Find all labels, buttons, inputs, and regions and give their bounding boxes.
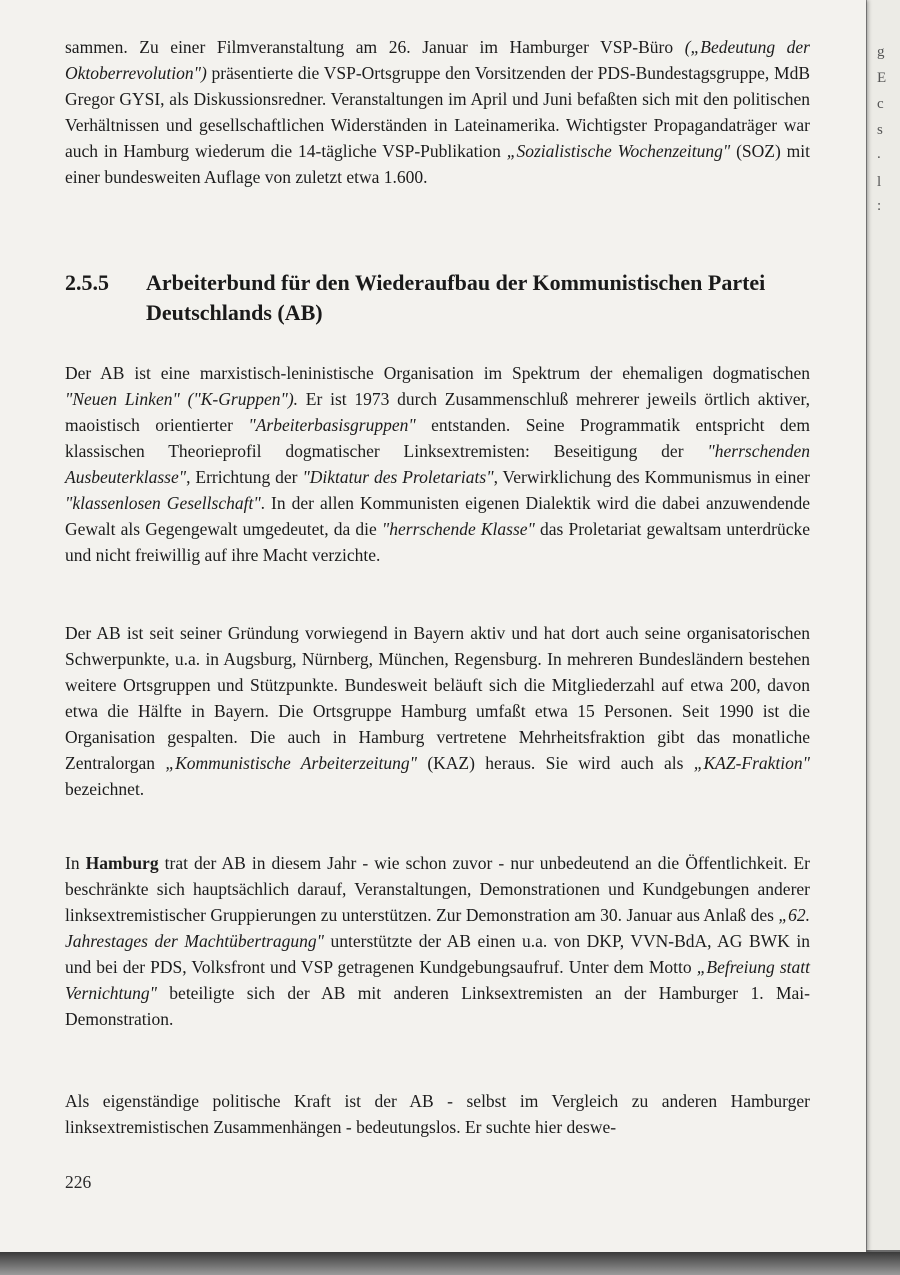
text-run: In — [65, 853, 86, 873]
italic-run: „Befreiung statt Vernichtung" — [65, 957, 810, 1003]
italic-run: „62. Jahrestages der Machtübertragung" — [65, 905, 810, 951]
italic-run: „Kommunistische Arbeiterzeitung" — [165, 753, 418, 773]
text-run: bezeichnet. — [65, 779, 145, 799]
italic-run: "klassenlosen Gesellschaft" — [65, 493, 261, 513]
paragraph-ab-structure — [65, 620, 810, 802]
section-number: 2.5.5 — [65, 270, 109, 295]
text-run: Er ist 1973 durch Zusammenschluß mehrerer jeweils örtlich aktiver, maoistisch orientierter — [65, 389, 810, 435]
italic-run: "herrschenden Ausbeuterklasse" — [65, 441, 810, 487]
italic-run: „Sozialistische Wochenzeitung" — [506, 141, 731, 161]
text-run: . In der allen Kommunisten eigenen Dialektik wird die dabei anzuwendende Gewalt als Gegengewalt umgedeutet, da die — [65, 493, 810, 539]
bold-run: Hamburg — [85, 853, 159, 873]
margin-glyph: g — [877, 44, 885, 60]
margin-glyph: E — [877, 70, 887, 86]
text-run: beteiligte sich der AB mit anderen Linksextremisten an der Hamburger 1. Mai-Demonstration. — [65, 983, 810, 1029]
italic-run: "Diktatur des Proletariats" — [302, 467, 494, 487]
text-run: (SOZ) mit einer bundesweiten Auflage von zuletzt etwa 1.600. — [65, 141, 810, 187]
italic-run: „KAZ-Fraktion" — [693, 753, 810, 773]
margin-glyph: c — [877, 96, 884, 112]
margin-glyph: : — [877, 198, 882, 214]
italic-run: "Arbeiterbasisgruppen" — [248, 415, 416, 435]
paragraph-ab-significance — [65, 1088, 810, 1140]
italic-run: („Bedeutung der Oktoberrevolution") — [65, 37, 810, 83]
section-title: Arbeiterbund für den Wiederaufbau der Kommunistischen Partei Deutschlands (AB) — [146, 270, 766, 325]
text-run: entstanden. Seine Programmatik entspricht dem klassischen Theorieprofil dogmatischer Linksextremisten: Beseitigung der — [65, 415, 810, 461]
scan-bottom-edge — [0, 1252, 900, 1275]
paragraph-ab-definition — [65, 360, 810, 568]
paragraph-intro — [65, 34, 810, 190]
margin-glyph: . — [877, 146, 881, 162]
text-run: unterstützte der AB einen u.a. von DKP, VVN-BdA, AG BWK in und bei der PDS, Volksfront und VSP getragenen Kundgebungsaufruf. Unter dem Motto — [65, 931, 810, 977]
text-run: , Errichtung der — [186, 467, 303, 487]
text-run: , Verwirklichung des Kommunismus in einer — [493, 467, 811, 487]
text-run: Der AB ist eine marxistisch-leninistische Organisation im Spektrum der ehemaligen dogmatischen — [65, 363, 810, 383]
text-run: Als eigenständige politische Kraft ist der AB - selbst im Vergleich zu anderen Hamburger linksextremistischen Zusammenhängen - bedeutungslos. Er suchte hier deswe- — [65, 1091, 810, 1137]
italic-run: "Neuen Linken" ("K-Gruppen"). — [65, 389, 299, 409]
text-run: das Proletariat gewaltsam unterdrücke und nicht freiwillig auf ihre Macht verzichte. — [65, 519, 810, 565]
adjacent-page-edge — [866, 0, 900, 1250]
text-run: präsentierte die VSP-Ortsgruppe den Vorsitzenden der PDS-Bundestagsgruppe, MdB Gregor GYSI, als Diskussionsredner. Veranstaltungen im April und Juni befaßten sich mit den politischen Verhältnissen und gesellschaftlichen Widerständen in Lateinamerika. Wichtigster Propagandaträger war auch in Hamburg wiederum die 14-tägliche VSP-Publikation — [65, 63, 810, 161]
page-number: 226 — [65, 1172, 92, 1192]
paragraph-ab-hamburg — [65, 850, 810, 1032]
text-run: (KAZ) heraus. Sie wird auch als — [417, 753, 694, 773]
margin-glyph: l — [877, 174, 882, 190]
margin-glyph: s — [877, 122, 883, 138]
text-run: sammen. Zu einer Filmveranstaltung am 26. Januar im Hamburger VSP-Büro — [65, 37, 685, 57]
text-run: Der AB ist seit seiner Gründung vorwiegend in Bayern aktiv und hat dort auch seine organisatorischen Schwerpunkte, u.a. in Augsburg, Nürnberg, München, Regensburg. In mehreren Bundesländern bestehen weitere Ortsgruppen und Stützpunkte. Bundesweit beläuft sich die Mitgliederzahl auf etwa 200, davon etwa die Hälfte in Bayern. Die Ortsgruppe Hamburg umfaßt etwa 15 Personen. Seit 1990 ist die Organisation gespalten. Die auch in Hamburg vertretene Mehrheitsfraktion gibt das monatliche Zentralorgan — [65, 623, 810, 773]
text-run: trat der AB in diesem Jahr - wie schon zuvor - nur unbedeutend an die Öffentlichkeit. Er beschränkte sich hauptsächlich darauf, Veranstaltungen, Demonstrationen und Kundgebungen anderer linksextremistischer Gruppierungen zu unterstützen. Zur Demonstration am 30. Januar aus Anlaß des — [65, 853, 811, 925]
italic-run: "herrschende Klasse" — [381, 519, 535, 539]
